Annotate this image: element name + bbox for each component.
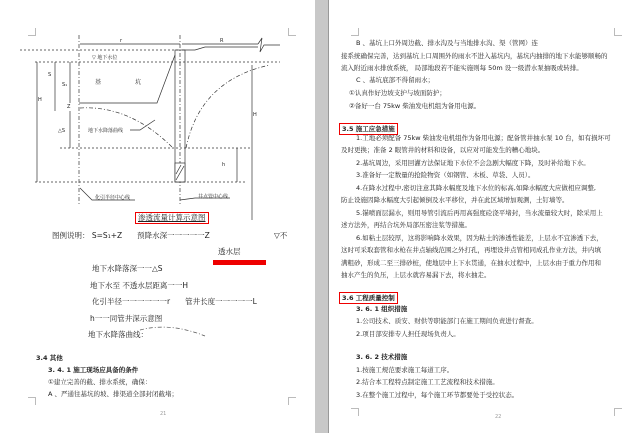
paragraph-line: 4.在降水过程中,密切注意其降水幅度及地下水位的标高,如降水幅度大应做相应调整, <box>356 184 596 192</box>
margin-mark <box>28 397 36 405</box>
section-heading: 3.4 其他 <box>36 354 63 362</box>
paragraph-line: 3.准备好一定数量的抢险物资（如钢管、木板、草袋、人员）。 <box>356 171 535 179</box>
label-h: h <box>222 162 226 168</box>
paragraph-line: 2.结合本工程特点制定施工工艺流程和技术措施。 <box>356 378 499 386</box>
legend-line: h一一同管井深示意图 <box>90 314 163 323</box>
margin-mark <box>351 408 359 416</box>
label-center1: 化引半径中心线 <box>95 195 131 201</box>
legend-line: 图例说明： S=S₁+Z 预降水深一一一一一Z <box>52 231 210 240</box>
label-S1: S₁ <box>62 82 68 88</box>
label-delta-s: △S <box>58 128 66 134</box>
label-water-level: ▽ 地下水位 <box>92 55 118 61</box>
section-heading: 3.5 施工应急措施 <box>339 123 398 135</box>
seepage-diagram <box>0 0 315 220</box>
legend-line: 地下水至 不透水层距离一一H <box>90 281 189 290</box>
label-R: R <box>220 38 224 44</box>
margin-mark <box>614 408 622 416</box>
paragraph-line: 1.公司技术、质安、财供等职能部门在施工期间负责进行督查。 <box>356 317 538 325</box>
permeable-layer-bar <box>213 260 266 265</box>
diagram-caption: 渗透流量计算示意图 <box>135 212 209 224</box>
paragraph-line: 述方法外，再结合坑外局部压密注浆等措施。 <box>341 221 471 229</box>
legend-impermeable: ▽不 <box>274 231 288 240</box>
label-S: S <box>48 72 52 78</box>
paragraph-line: 及时更换；准备 2 眼管井的材料和设备，以应对可能发生的糟心地块。 <box>341 146 545 154</box>
paragraph-line: 流入附近雨水排放系统， 局部地段若不能实施则每 50m 设一级潜水泵抽吸或转排。 <box>341 64 583 72</box>
paragraph: A 、严通往基坑的坡、排渠道全部封闭截堵； <box>48 390 179 398</box>
paragraph-line: 5.锚喷面层漏水，则用导管引流后再用高强度砼浇平堵封，当水流量较大时，除采用上 <box>356 209 603 217</box>
paragraph-line: 1.按施工规范要求施工每道工序。 <box>356 366 454 374</box>
subsection-heading: 3. 6. 2 技术措施 <box>356 353 408 361</box>
section-heading: 3.6 工程质量控制 <box>339 292 398 304</box>
paragraph-line: ①认真作好边坡支护与坡面防护； <box>349 89 446 97</box>
margin-mark <box>614 28 622 36</box>
legend-line: 化引半径一一一一一一r 管井长度一一一一一L <box>92 297 257 306</box>
paragraph-line: 2.项目部安排专人担任现场负责人。 <box>356 330 460 338</box>
label-H: H <box>38 97 42 103</box>
label-pit: 坑 <box>135 79 142 86</box>
label-Z: Z <box>67 104 71 110</box>
paragraph-line: 6.如粘土层较厚，这将影响降水效果，因为粘土的渗透性能差，上层水不宜渗透下去， <box>356 234 603 242</box>
paragraph-line: C 、基坑底部不得留雨水； <box>356 76 435 84</box>
label-r: r <box>120 38 123 44</box>
subsection-heading: 3. 6. 1 组织措施 <box>356 305 408 313</box>
paragraph: ①建立完善的截、排水系统，确保： <box>48 378 152 386</box>
paragraph-line: 1.工地必须配备 75kw 柴油发电机组作为备用电源；配备管井抽水泵 10 台，如有损坏可 <box>356 134 611 142</box>
paragraph-line: 接系统确保完善，达到基坑上口周围外的雨水不进入基坑内，基坑内抽排的地下水能够顺畅的 <box>341 52 608 60</box>
page-number: 21 <box>160 411 167 417</box>
margin-mark <box>351 28 359 36</box>
paragraph-line: B 、基坑上口外周边截、排水沟及与当地排水沟、渠（管网）连 <box>356 39 539 47</box>
page-number: 22 <box>495 414 502 420</box>
left-page <box>0 0 315 433</box>
paragraph-line: 这时可采取套管和水枪在井点轴线范围之外打孔，再埋设井点管相同成孔作业方法，井内填 <box>341 246 601 254</box>
legend-permeable: 透水层 <box>218 247 241 256</box>
legend-line: 地下水降落曲线： <box>88 330 148 339</box>
paragraph-line: 防止设施因降水幅度大引起倾倒及水平移位，并在此区域增加观测，土钉墙等。 <box>341 196 569 204</box>
paragraph-line: 2.基坑周边，采用回灌方法保证地下水位不会急剧大幅度下降，及时补给地下水。 <box>356 159 590 167</box>
paragraph-line: 抽水产生的负压，上层水就容易漏下去，将水抽走。 <box>341 271 491 279</box>
label-curve: 地下水降落曲线 <box>88 128 124 134</box>
label-center2: 井点管中心线 <box>198 194 229 200</box>
paragraph-line: 3.在整个施工过程中，每个施工环节都要处于受控状态。 <box>356 391 519 399</box>
paragraph-line: 满粗砂，形成二至三排砂桩，使地层中上下水贯通，在抽水过程中，上层水由于重力作用和 <box>341 259 601 267</box>
legend-line: 地下水降落深一一△S <box>92 264 163 273</box>
paragraph-line: ②备好一台 75kw 柴油发电机组为备用电源。 <box>349 102 481 110</box>
label-pit: 基 <box>95 79 102 86</box>
label-H2: H <box>253 112 257 118</box>
subsection-heading: 3. 4. 1 施工现场应具备的条件 <box>48 366 139 374</box>
margin-mark <box>288 397 296 405</box>
right-page <box>328 0 640 433</box>
